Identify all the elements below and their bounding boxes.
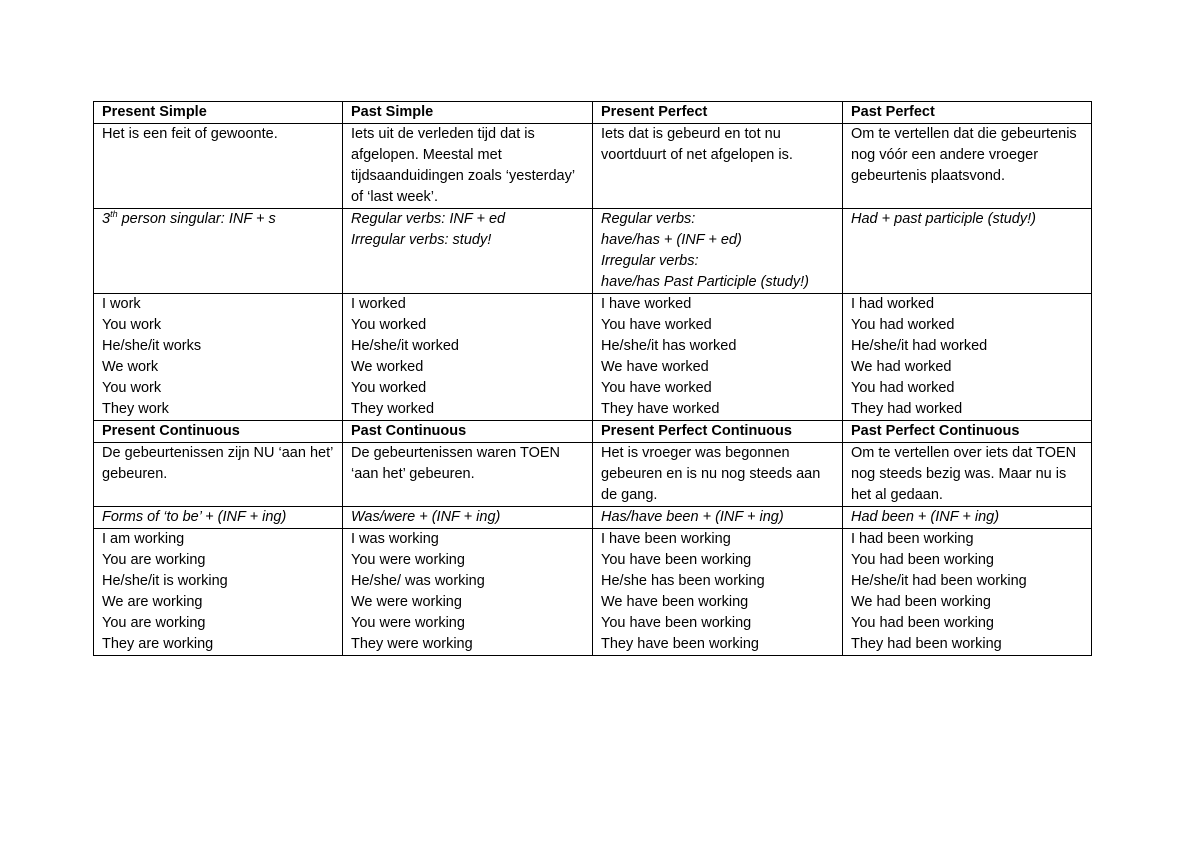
description-present-perfect-continuous: Het is vroeger was begonnen gebeuren en is nu nog steeds aan de gang. xyxy=(593,443,843,507)
example-line: You had worked xyxy=(851,380,955,396)
example-line: He/she/it has worked xyxy=(601,338,737,354)
example-line: You have been working xyxy=(601,615,752,631)
example-line: You had been working xyxy=(851,552,994,568)
rule-line: Was/were + (INF + ing) xyxy=(351,509,501,525)
example-line: We worked xyxy=(351,359,424,375)
example-line: We have been working xyxy=(601,594,749,610)
example-line: You have worked xyxy=(601,317,712,333)
rule-past-continuous xyxy=(343,507,593,529)
example-line: He/she/it works xyxy=(102,338,202,354)
example-line: They had been working xyxy=(851,636,1002,652)
example-line: I was working xyxy=(351,531,439,547)
rule-line: Regular verbs: xyxy=(601,211,696,227)
example-line: You have worked xyxy=(601,380,712,396)
example-line: You were working xyxy=(351,615,465,631)
ordinal-number: 3 xyxy=(102,211,111,227)
example-line: You had been working xyxy=(851,615,994,631)
examples-past-continuous xyxy=(343,529,593,656)
examples-past-simple xyxy=(343,294,593,421)
example-line: They worked xyxy=(351,401,435,417)
header-present-simple: Present Simple xyxy=(94,102,343,124)
description-row-simple xyxy=(94,124,1092,209)
rule-line: have/has + (INF + ed) xyxy=(601,232,742,248)
example-line: We had been working xyxy=(851,594,991,610)
example-line: We have worked xyxy=(601,359,709,375)
header-past-perfect-continuous: Past Perfect Continuous xyxy=(843,421,1092,443)
example-line: You worked xyxy=(351,380,427,396)
rule-line: have/has Past Participle (study!) xyxy=(601,274,809,290)
example-line: We had worked xyxy=(851,359,952,375)
description-past-perfect-continuous: Om te vertellen over iets dat TOEN nog steeds bezig was. Maar nu is het al gedaan. xyxy=(843,443,1092,507)
example-line: He/she/it worked xyxy=(351,338,459,354)
rule-present-perfect-continuous xyxy=(593,507,843,529)
rule-past-perfect-continuous xyxy=(843,507,1092,529)
rule-line: Had been + (INF + ing) xyxy=(851,509,1000,525)
description-present-simple: Het is een feit of gewoonte. xyxy=(94,124,343,209)
example-line: I had been working xyxy=(851,531,974,547)
example-row-simple xyxy=(94,294,1092,421)
example-line: I have worked xyxy=(601,296,692,312)
header-past-continuous: Past Continuous xyxy=(343,421,593,443)
example-line: He/she/it had worked xyxy=(851,338,988,354)
rule-row-continuous xyxy=(94,507,1092,529)
example-line: They have been working xyxy=(601,636,759,652)
header-present-perfect: Present Perfect xyxy=(593,102,843,124)
header-present-perfect-continuous: Present Perfect Continuous xyxy=(593,421,843,443)
example-line: We were working xyxy=(351,594,462,610)
rule-past-simple xyxy=(343,209,593,294)
example-line: He/she/ was working xyxy=(351,573,485,589)
example-line: I have been working xyxy=(601,531,731,547)
rule-text: person singular: INF + s xyxy=(117,211,276,227)
example-line: You had worked xyxy=(851,317,955,333)
rule-line xyxy=(102,209,338,230)
example-line: They were working xyxy=(351,636,473,652)
rule-past-perfect xyxy=(843,209,1092,294)
rule-line: Regular verbs: INF + ed xyxy=(351,211,506,227)
example-line: They have worked xyxy=(601,401,720,417)
examples-present-continuous xyxy=(94,529,343,656)
header-past-perfect: Past Perfect xyxy=(843,102,1092,124)
example-line: I worked xyxy=(351,296,406,312)
rule-line: Had + past participle (study!) xyxy=(851,211,1036,227)
examples-present-perfect xyxy=(593,294,843,421)
example-line: You are working xyxy=(102,552,206,568)
ordinal-suffix: th xyxy=(110,209,118,220)
example-line: I had worked xyxy=(851,296,935,312)
example-line: They are working xyxy=(102,636,214,652)
rule-present-continuous xyxy=(94,507,343,529)
example-line: He/she has been working xyxy=(601,573,765,589)
example-row-continuous xyxy=(94,529,1092,656)
description-past-simple: Iets uit de verleden tijd dat is afgelopen. Meestal met tijdsaanduidingen zoals ‘yesterday’ of ‘last week’. xyxy=(343,124,593,209)
rule-line: Has/have been + (INF + ing) xyxy=(601,509,784,525)
example-line: We work xyxy=(102,359,159,375)
example-line: He/she/it is working xyxy=(102,573,228,589)
rule-present-simple xyxy=(94,209,343,294)
header-past-simple: Past Simple xyxy=(343,102,593,124)
description-present-perfect: Iets dat is gebeurd en tot nu voortduurt of net afgelopen is. xyxy=(593,124,843,209)
description-past-continuous: De gebeurtenissen waren TOEN ‘aan het’ gebeuren. xyxy=(343,443,593,507)
examples-present-perfect-continuous xyxy=(593,529,843,656)
header-row-simple xyxy=(94,102,1092,124)
example-line: They had worked xyxy=(851,401,963,417)
example-line: You work xyxy=(102,380,162,396)
example-line: I am working xyxy=(102,531,185,547)
examples-present-simple xyxy=(94,294,343,421)
rule-line: Irregular verbs: xyxy=(601,253,699,269)
tenses-table xyxy=(93,101,1092,656)
rule-line: Irregular verbs: study! xyxy=(351,232,492,248)
header-present-continuous: Present Continuous xyxy=(94,421,343,443)
description-past-perfect: Om te vertellen dat die gebeurtenis nog vóór een andere vroeger gebeurtenis plaatsvond. xyxy=(843,124,1092,209)
description-present-continuous: De gebeurtenissen zijn NU ‘aan het’ gebeuren. xyxy=(94,443,343,507)
header-row-continuous xyxy=(94,421,1092,443)
example-line: We are working xyxy=(102,594,203,610)
rule-line: Forms of ‘to be’ + (INF + ing) xyxy=(102,509,287,525)
examples-past-perfect-continuous xyxy=(843,529,1092,656)
examples-past-perfect xyxy=(843,294,1092,421)
example-line: You have been working xyxy=(601,552,752,568)
rule-row-simple xyxy=(94,209,1092,294)
example-line: You worked xyxy=(351,317,427,333)
example-line: He/she/it had been working xyxy=(851,573,1027,589)
example-line: I work xyxy=(102,296,141,312)
example-line: They work xyxy=(102,401,169,417)
description-row-continuous xyxy=(94,443,1092,507)
example-line: You are working xyxy=(102,615,206,631)
rule-present-perfect xyxy=(593,209,843,294)
example-line: You work xyxy=(102,317,162,333)
example-line: You were working xyxy=(351,552,465,568)
